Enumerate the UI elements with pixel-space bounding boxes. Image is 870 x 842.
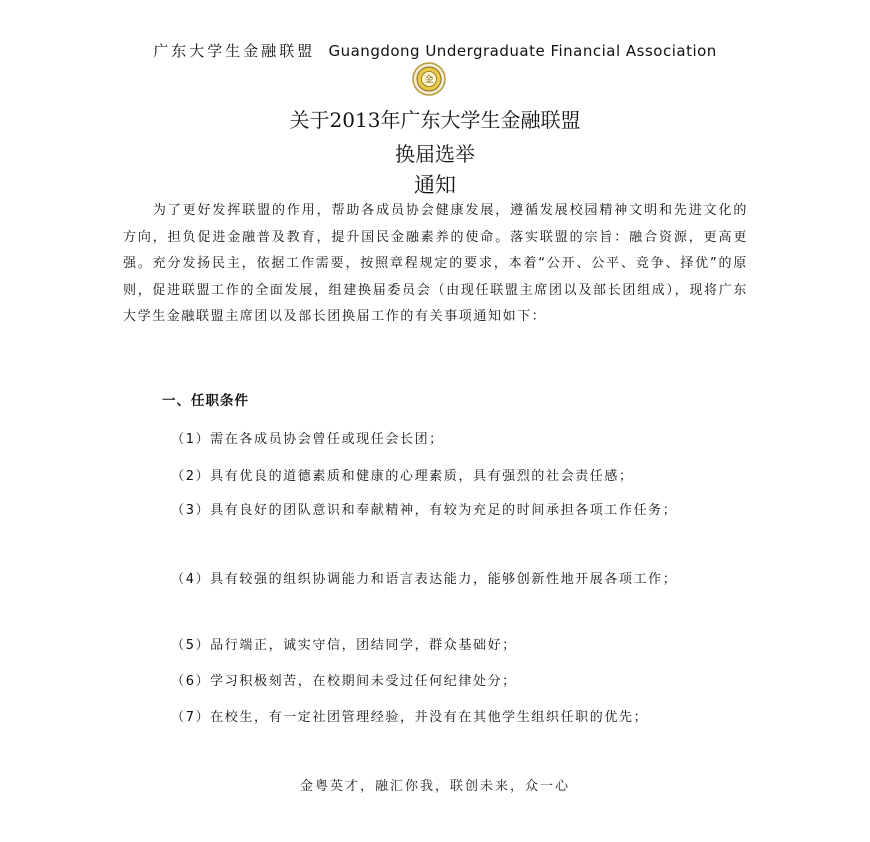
footer-slogan: 金粤英才，融汇你我，联创未来，众一心 [299,779,570,794]
qualification-item-6: （6）学习积极刻苦，在校期间未受过任何纪律处分； [171,674,517,689]
svg-text:金: 金 [424,75,434,86]
document-title-line-3: 通知 [414,173,456,197]
qualification-item-3: （3）具有良好的团队意识和奉献精神，有较为充足的时间承担各项工作任务； [171,503,678,518]
qualification-item-5: （5）品行端正，诚实守信，团结同学，群众基础好； [171,638,517,653]
qualification-item-2: （2）具有优良的道德素质和健康的心理素质，具有强烈的社会责任感； [171,469,634,484]
page-header [0,40,870,61]
association-logo-icon [412,62,446,96]
qualification-item-4: （4）具有较强的组织协调能力和语言表达能力，能够创新性地开展各项工作； [171,572,678,587]
qualification-item-7: （7）在校生，有一定社团管理经验，并没有在其他学生组织任职的优先； [171,710,649,725]
document-title-line-1: 关于2013年广东大学生金融联盟 [289,108,581,132]
document-title-line-2: 换届选举 [395,142,475,166]
section-heading-qualifications: 一、任职条件 [162,393,249,409]
qualification-item-1: （1）需在各成员协会曾任或现任会长团； [171,432,444,447]
header-org-name-cn: 广东大学生金融联盟 [153,42,316,60]
intro-paragraph: 为了更好发挥联盟的作用，帮助各成员协会健康发展，遵循发展校园精神文明和先进文化的方向，担负促进金融普及教育，提升国民金融素养的使命。落实联盟的宗旨：融合资源，更高更强。充分发扬民主，依据工作需要，按照章程规定的要求，本着“公开、公平、竞争、择优”的原则，促进联盟工作的全面发展，组建换届委员会（由现任联盟主席团以及部长团组成），现将广东大学生金融联盟主席团以及部长团换届工作的有关事项通知如下： [123,203,748,324]
header-org-name-en: Guangdong Undergraduate Financial Association [328,42,717,60]
